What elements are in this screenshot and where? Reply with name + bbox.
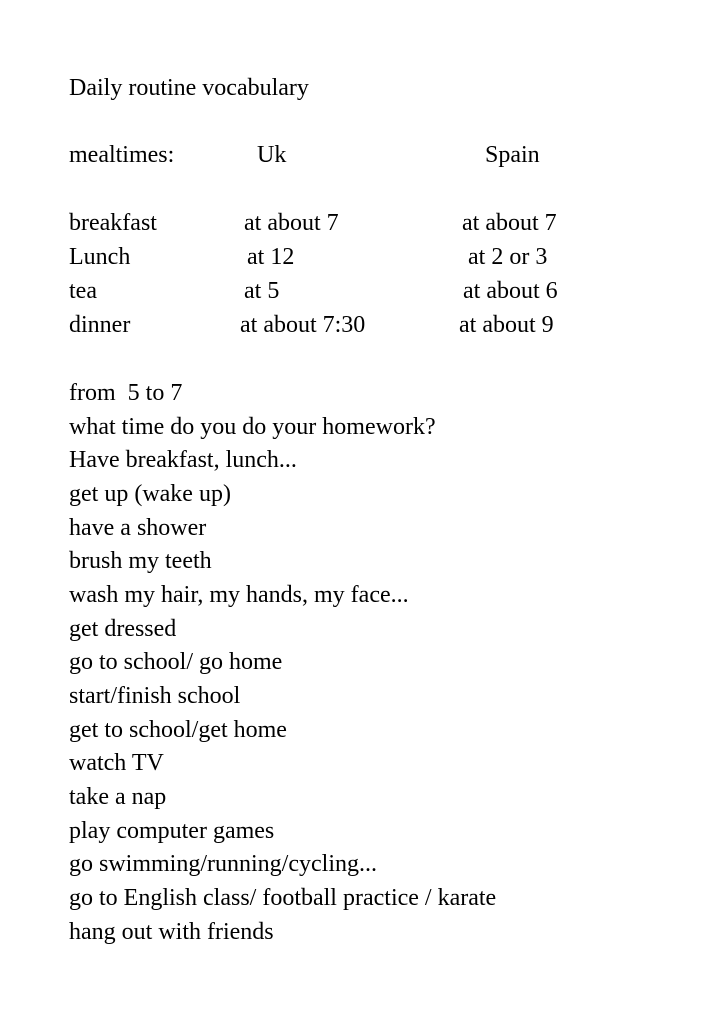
phrase-item: what time do you do your homework? bbox=[69, 414, 436, 440]
phrase-item: watch TV bbox=[69, 750, 164, 776]
phrase-item: go to school/ go home bbox=[69, 649, 283, 675]
phrase-item: go to English class/ football practice / karate bbox=[69, 885, 497, 911]
meal-name: Lunch bbox=[69, 244, 131, 270]
phrase-item: from 5 to 7 bbox=[69, 380, 183, 406]
meal-time-uk: at 5 bbox=[244, 278, 280, 304]
phrase-item: get to school/get home bbox=[69, 717, 287, 743]
meal-name: breakfast bbox=[69, 210, 157, 236]
column-header-spain: Spain bbox=[485, 142, 540, 168]
phrase-item: hang out with friends bbox=[69, 919, 274, 945]
phrase-item: play computer games bbox=[69, 818, 275, 844]
phrase-item: brush my teeth bbox=[69, 548, 212, 574]
meal-time-uk: at about 7:30 bbox=[240, 312, 366, 338]
phrase-item: wash my hair, my hands, my face... bbox=[69, 582, 409, 608]
document-title: Daily routine vocabulary bbox=[69, 75, 309, 101]
meal-name: dinner bbox=[69, 312, 131, 338]
phrase-item: get up (wake up) bbox=[69, 481, 231, 507]
phrase-item: start/finish school bbox=[69, 683, 241, 709]
mealtimes-label: mealtimes: bbox=[69, 142, 175, 168]
column-header-uk: Uk bbox=[257, 142, 287, 168]
meal-time-spain: at about 6 bbox=[463, 278, 558, 304]
meal-time-spain: at about 7 bbox=[462, 210, 557, 236]
meal-time-spain: at 2 or 3 bbox=[468, 244, 548, 270]
phrase-item: get dressed bbox=[69, 616, 177, 642]
meal-time-uk: at 12 bbox=[247, 244, 295, 270]
phrase-item: Have breakfast, lunch... bbox=[69, 447, 297, 473]
meal-time-uk: at about 7 bbox=[244, 210, 339, 236]
meal-name: tea bbox=[69, 278, 97, 304]
phrase-item: take a nap bbox=[69, 784, 167, 810]
phrase-item: go swimming/running/cycling... bbox=[69, 851, 377, 877]
meal-time-spain: at about 9 bbox=[459, 312, 554, 338]
phrase-item: have a shower bbox=[69, 515, 207, 541]
